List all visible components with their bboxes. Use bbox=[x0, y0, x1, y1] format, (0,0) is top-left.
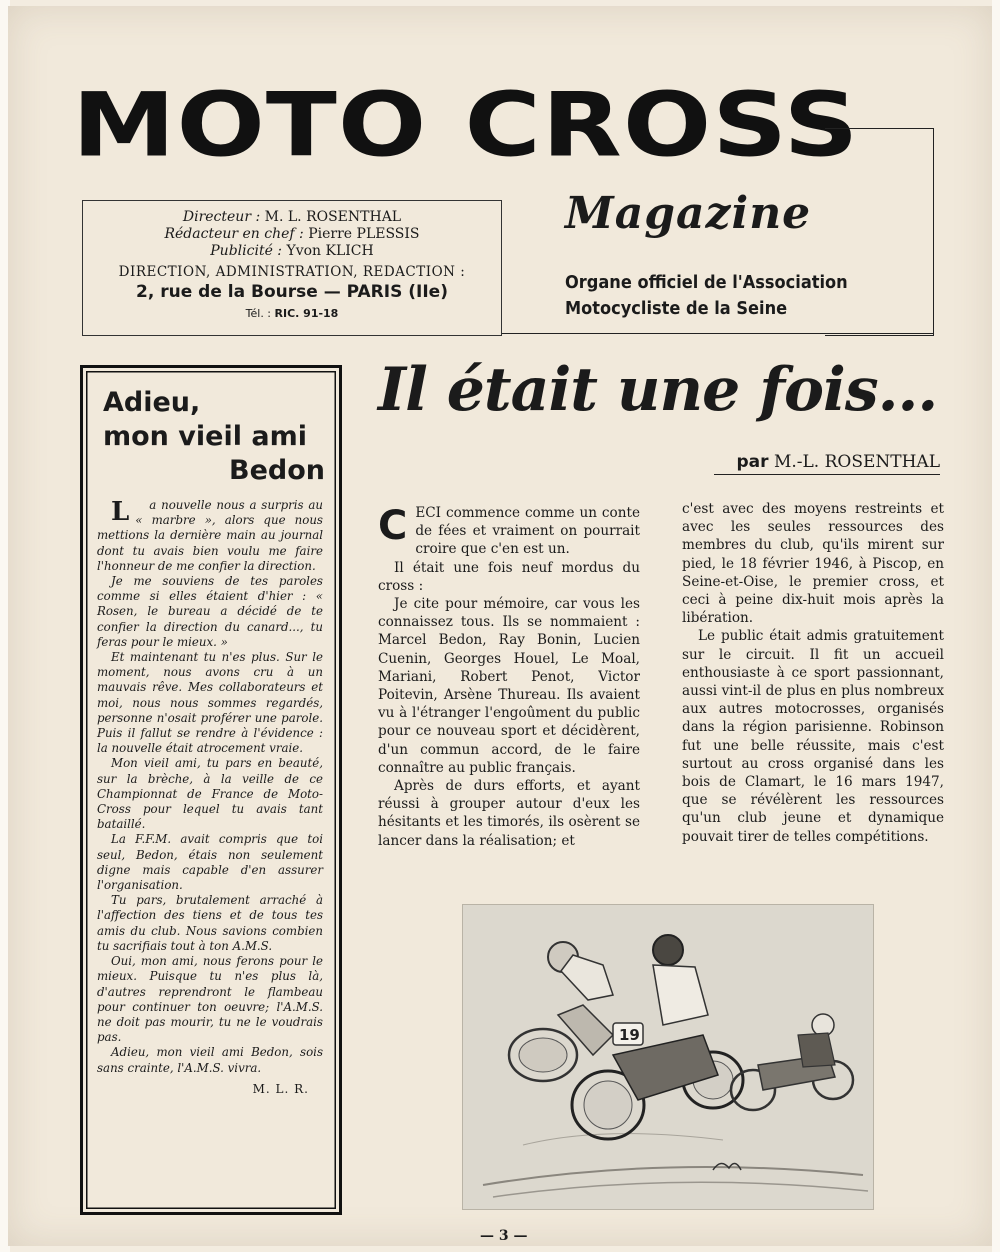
obituary-signature: M. L. R. bbox=[252, 1081, 309, 1096]
page-edge-right bbox=[992, 0, 1000, 1252]
obituary-paragraph: Et maintenant tu n'es plus. Sur le moment, nous avons cru à un mauvais rêve. Mes collaborateurs et moi, nous nous sommes regardés, personne n'osait proférer une parole. Puis il fallut se rendre à l'évidence : la nouvelle était atrocement vraie. bbox=[97, 650, 323, 756]
directeur-line: Directeur : M. L. ROSENTHAL bbox=[182, 209, 402, 225]
article-title: Il était une fois... bbox=[378, 355, 938, 425]
article-paragraph: Après de durs efforts, et ayant réussi à grouper autour d'eux les hésitants et les timorés, ils osèrent se lancer dans la réalisation; et bbox=[378, 778, 640, 849]
obituary-paragraph: Je me souviens de tes paroles comme si elles étaient d'hier : « Rosen, le bureau a décidé de te confier la direction du canard..., tu feras pour le mieux. » bbox=[97, 574, 323, 649]
article-paragraph: Il était une fois neuf mordus du cross : bbox=[378, 559, 640, 594]
publicite-line: Publicité : Yvon KLICH bbox=[210, 243, 374, 259]
obituary-paragraph: Adieu, mon vieil ami Bedon, sois sans crainte, l'A.M.S. vivra. bbox=[97, 1045, 323, 1075]
redacteur-line: Rédacteur en chef : Pierre PLESSIS bbox=[164, 226, 420, 242]
telephone-line: Tél. : RIC. 91-18 bbox=[245, 307, 339, 320]
obituary-paragraph: Oui, mon ami, nous ferons pour le mieux. Puisque tu n'es plus là, d'autres reprendront le flambeau pour continuer ton oeuvre; l'A.M.S. ne doit pas mourir, tu ne le voudrais pas. bbox=[97, 954, 323, 1045]
staff-box bbox=[82, 200, 502, 336]
motocross-drawing bbox=[463, 905, 873, 1209]
article-paragraph: Je cite pour mémoire, car vous les connaissez tous. Ils se nommaient : Marcel Bedon, Ray Bonin, Lucien Cuenin, Georges Houel, Le Moal, Mariani, Robert Penot, Victor Poitevin, Arsène Thureau. Ils avaient vu à l'étranger l'engoûment du public pour ce nouveau sport et décidèrent, d'un commun accord, de le faire connaître au public français. bbox=[378, 596, 640, 776]
obituary-box bbox=[80, 365, 342, 1215]
organe-officiel: Organe officiel de l'Association Motocycliste de la Seine bbox=[565, 272, 848, 319]
obituary-paragraph: Mon vieil ami, tu pars en beauté, sur la brèche, à la veille de ce Championnat de France de Moto-Cross pour lequel tu avais tant bataillé. bbox=[97, 756, 323, 832]
masthead-title: MOTO CROSS bbox=[72, 72, 860, 177]
obituary-title: Adieu, mon vieil ami Bedon bbox=[103, 387, 325, 486]
article-column-2 bbox=[682, 500, 944, 846]
direction-line: DIRECTION, ADMINISTRATION, REDACTION : bbox=[118, 264, 466, 280]
article-paragraph: Le public était admis gratuitement sur le circuit. Il fit un accueil enthousiaste à ce sport passionnant, aussi vint-il de plus en plus nombreux aux autres motocrosses, organisés dans la région parisienne. Robinson fut une belle réussite, mais c'est surtout au cross organisé dans les bois de Clamart, le 16 mars 1947, que se révélèrent les ressources qu'un club jeune et dynamique pouvait tirer de telles compétitions. bbox=[682, 628, 944, 845]
obituary-paragraph: La nouvelle nous a surpris au « marbre », alors que nous mettions la dernière main au journal dont tu avais bien voulu me faire l'honneur de me confier la direction. bbox=[97, 497, 323, 573]
motocross-illustration bbox=[462, 904, 874, 1210]
obituary-text bbox=[97, 498, 329, 1076]
article-column-1 bbox=[378, 504, 640, 850]
article-dropcap: C bbox=[378, 503, 408, 549]
page-number: — 3 — bbox=[480, 1228, 528, 1244]
obituary-paragraph: La F.F.M. avait compris que toi seul, Bedon, étais non seulement digne mais capable d'en assurer l'organisation. bbox=[97, 832, 323, 893]
obituary-paragraph: Tu pars, brutalement arraché à l'affection des tiens et de tous tes amis du club. Nous savions combien tu sacrifiais tout à ton A.M.S. bbox=[97, 893, 323, 953]
article-byline: par M.-L. ROSENTHAL bbox=[714, 452, 940, 475]
plate-number: 19 bbox=[619, 1026, 640, 1044]
article-paragraph: CECI commence comme un conte de fées et vraiment on pourrait croire que c'en est un. bbox=[378, 503, 640, 558]
masthead-frame-bottom bbox=[502, 333, 934, 334]
article-paragraph: c'est avec des moyens restreints et avec les seules ressources des membres du club, qu'ils mirent sur pied, le 18 février 1946, à Piscop, en Seine-et-Oise, le premier cross, et ceci à peine dix-huit mois après la libération. bbox=[682, 501, 944, 627]
magazine-word: Magazine bbox=[565, 188, 812, 239]
address-line: 2, rue de la Bourse — PARIS (IIe) bbox=[136, 282, 448, 302]
